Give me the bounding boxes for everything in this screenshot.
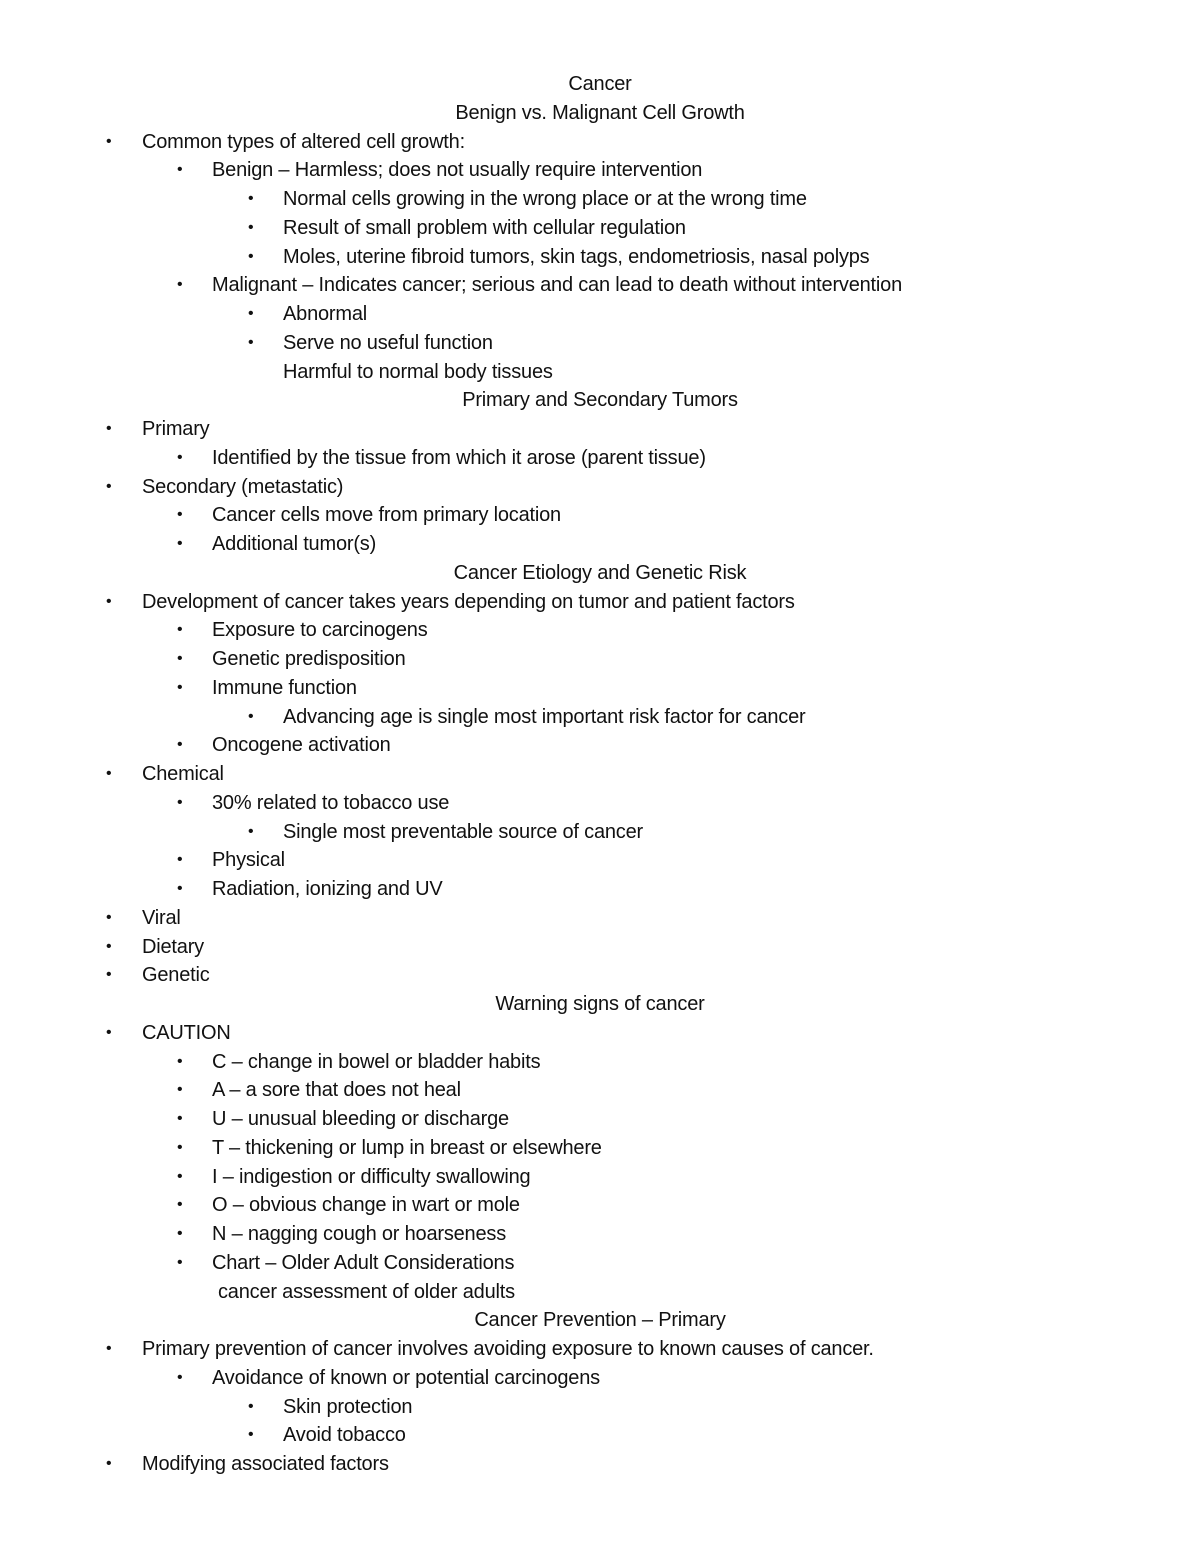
list-item-text: Moles, uterine fibroid tumors, skin tags, endometriosis, nasal polyps — [283, 245, 870, 268]
bullet-icon: • — [177, 1253, 183, 1271]
list-item-level-2 — [0, 214, 1200, 243]
list-item-text: Cancer cells move from primary location — [212, 504, 561, 527]
section-heading — [0, 559, 1200, 588]
list-item-text: Dietary — [142, 935, 204, 958]
list-item-level-2 — [0, 329, 1200, 358]
list-item-level-1 — [0, 875, 1200, 904]
list-item-text: 30% related to tobacco use — [212, 791, 450, 814]
list-item-level-0 — [0, 961, 1200, 990]
list-item-text: Avoidance of known or potential carcinogens — [212, 1366, 600, 1389]
list-item-text: Chart – Older Adult Considerations — [212, 1251, 515, 1274]
list-item-text: Chemical — [142, 763, 224, 785]
bullet-icon: • — [177, 736, 183, 754]
heading-text: Warning signs of cancer — [495, 993, 705, 1015]
bullet-icon: • — [177, 621, 183, 639]
list-item-level-1 — [0, 1191, 1200, 1220]
bullet-icon: • — [177, 1081, 183, 1099]
heading-text: Benign vs. Malignant Cell Growth — [455, 101, 745, 124]
bullet-icon: • — [106, 420, 112, 437]
list-item-text: Common types of altered cell growth: — [142, 130, 465, 153]
list-item-text: Viral — [142, 906, 181, 929]
list-item-text: Radiation, ionizing and UV — [212, 878, 443, 900]
list-item-level-1 — [0, 1364, 1200, 1393]
list-item-level-0 — [0, 1335, 1200, 1364]
list-item-level-2 — [0, 243, 1200, 272]
list-item-level-1 — [0, 1220, 1200, 1249]
list-item-text: Secondary (metastatic) — [142, 475, 344, 498]
list-item-level-1 — [0, 444, 1200, 473]
list-item-level-1 — [0, 1134, 1200, 1163]
list-item-level-1 — [0, 731, 1200, 760]
list-item-text: Additional tumor(s) — [212, 533, 377, 555]
bullet-icon: • — [177, 650, 183, 667]
heading-text: Cancer — [568, 73, 632, 95]
list-item-text: T – thickening or lump in breast or elsewhere — [212, 1136, 602, 1159]
list-item-text: Advancing age is single most important risk factor for cancer — [283, 705, 806, 728]
bullet-icon: • — [177, 161, 183, 179]
heading-text: Cancer Prevention – Primary — [474, 1309, 726, 1332]
list-item-text: Primary prevention of cancer involves avoiding exposure to known causes of cancer. — [142, 1338, 874, 1360]
section-heading — [0, 1306, 1200, 1335]
list-item-level-1 — [0, 156, 1200, 185]
list-item-level-2 — [0, 818, 1200, 847]
bullet-icon: • — [248, 305, 254, 322]
list-item-level-1 — [0, 645, 1200, 674]
bullet-icon: • — [177, 1368, 183, 1386]
bullet-icon: • — [177, 1225, 183, 1242]
list-item-level-0 — [0, 1450, 1200, 1479]
section-heading — [0, 990, 1200, 1019]
bullet-icon: • — [177, 1138, 183, 1156]
bullet-icon: • — [248, 218, 254, 236]
list-item-level-0 — [0, 473, 1200, 502]
list-item-text: Skin protection — [283, 1395, 413, 1418]
bullet-icon: • — [177, 1052, 183, 1070]
bullet-icon: • — [248, 190, 254, 207]
heading-text: Cancer Etiology and Genetic Risk — [453, 561, 747, 584]
list-item-text: Abnormal — [283, 303, 367, 325]
list-item-level-2 — [0, 703, 1200, 732]
bullet-icon: • — [177, 506, 183, 524]
bullet-icon: • — [106, 132, 112, 150]
bullet-icon: • — [106, 1340, 112, 1357]
list-item-level-1 — [0, 1048, 1200, 1077]
list-item-text: CAUTION — [142, 1021, 231, 1044]
bullet-icon: • — [177, 1110, 183, 1127]
bullet-icon: • — [248, 1426, 254, 1444]
bullet-icon: • — [248, 822, 254, 840]
bullet-icon: • — [177, 276, 183, 294]
list-item-text: Benign – Harmless; does not usually require intervention — [212, 159, 703, 182]
bullet-icon: • — [106, 477, 112, 495]
list-item-level-1 — [0, 271, 1200, 300]
bullet-icon: • — [177, 1167, 183, 1185]
list-item-level-1 — [0, 1163, 1200, 1192]
list-item-text: Modifying associated factors — [142, 1453, 389, 1475]
list-item-text: A – a sore that does not heal — [212, 1079, 461, 1102]
list-item-text: Single most preventable source of cancer — [283, 820, 643, 843]
list-item-text: O – obvious change in wart or mole — [212, 1194, 520, 1217]
list-item-level-1 — [0, 1076, 1200, 1105]
section-heading — [0, 386, 1200, 415]
list-item-text: Genetic predisposition — [212, 648, 406, 670]
section-heading — [0, 99, 1200, 128]
list-item-level-1 — [0, 616, 1200, 645]
bullet-icon: • — [248, 333, 254, 351]
list-item-text: Identified by the tissue from which it arose (parent tissue) — [212, 446, 706, 469]
list-item-text: C – change in bowel or bladder habits — [212, 1050, 541, 1073]
bullet-icon: • — [106, 908, 112, 926]
list-item-level-1 — [0, 530, 1200, 559]
list-item-text: Development of cancer takes years depending on tumor and patient factors — [142, 590, 795, 613]
list-item-level-2 — [0, 1421, 1200, 1450]
list-item-text: U – unusual bleeding or discharge — [212, 1108, 509, 1130]
list-item-text: Primary — [142, 418, 210, 440]
bullet-icon: • — [248, 707, 254, 725]
bullet-icon: • — [177, 851, 183, 869]
list-item-level-0 — [0, 128, 1200, 157]
section-heading — [0, 70, 1200, 99]
bullet-icon: • — [106, 966, 112, 984]
list-item-text: Serve no useful function — [283, 331, 493, 354]
list-item-text: Normal cells growing in the wrong place or at the wrong time — [283, 188, 807, 210]
list-item-level-0 — [0, 415, 1200, 444]
list-item-text: Oncogene activation — [212, 734, 391, 757]
bullet-icon: • — [177, 880, 183, 897]
list-item-text: Avoid tobacco — [283, 1424, 406, 1447]
list-item-text: Physical — [212, 849, 285, 872]
list-item-level-2 — [0, 300, 1200, 329]
bullet-icon: • — [106, 592, 112, 610]
bullet-icon: • — [248, 247, 254, 265]
list-item-level-1 — [0, 674, 1200, 703]
list-item-text: Exposure to carcinogens — [212, 619, 428, 642]
list-item-level-1 — [0, 501, 1200, 530]
list-item-level-1 — [0, 1105, 1200, 1134]
bullet-icon: • — [177, 678, 183, 696]
continuation-line — [0, 1278, 1200, 1307]
bullet-icon: • — [177, 793, 183, 811]
list-item-text: I – indigestion or difficulty swallowing — [212, 1165, 531, 1188]
list-item-level-1 — [0, 1249, 1200, 1278]
continuation-text: Harmful to normal body tissues — [283, 360, 553, 383]
list-item-level-0 — [0, 588, 1200, 617]
bullet-icon: • — [106, 1455, 112, 1472]
bullet-icon: • — [248, 1397, 254, 1415]
list-item-level-1 — [0, 846, 1200, 875]
list-item-level-2 — [0, 1393, 1200, 1422]
list-item-text: Malignant – Indicates cancer; serious and can lead to death without intervention — [212, 274, 902, 297]
continuation-line — [0, 358, 1200, 387]
list-item-level-0 — [0, 933, 1200, 962]
bullet-icon: • — [177, 1196, 183, 1214]
bullet-icon: • — [177, 448, 183, 466]
list-item-level-0 — [0, 904, 1200, 933]
list-item-text: Genetic — [142, 964, 210, 987]
list-item-text: Result of small problem with cellular regulation — [283, 216, 686, 239]
list-item-text: N – nagging cough or hoarseness — [212, 1223, 507, 1245]
list-item-level-0 — [0, 760, 1200, 789]
bullet-icon: • — [106, 1023, 112, 1041]
list-item-level-2 — [0, 185, 1200, 214]
bullet-icon: • — [106, 765, 112, 782]
continuation-text: cancer assessment of older adults — [218, 1280, 515, 1303]
bullet-icon: • — [106, 937, 112, 955]
list-item-level-1 — [0, 789, 1200, 818]
list-item-text: Immune function — [212, 676, 357, 699]
document-page — [0, 70, 1200, 1479]
bullet-icon: • — [177, 535, 183, 552]
list-item-level-0 — [0, 1019, 1200, 1048]
heading-text: Primary and Secondary Tumors — [462, 389, 738, 412]
